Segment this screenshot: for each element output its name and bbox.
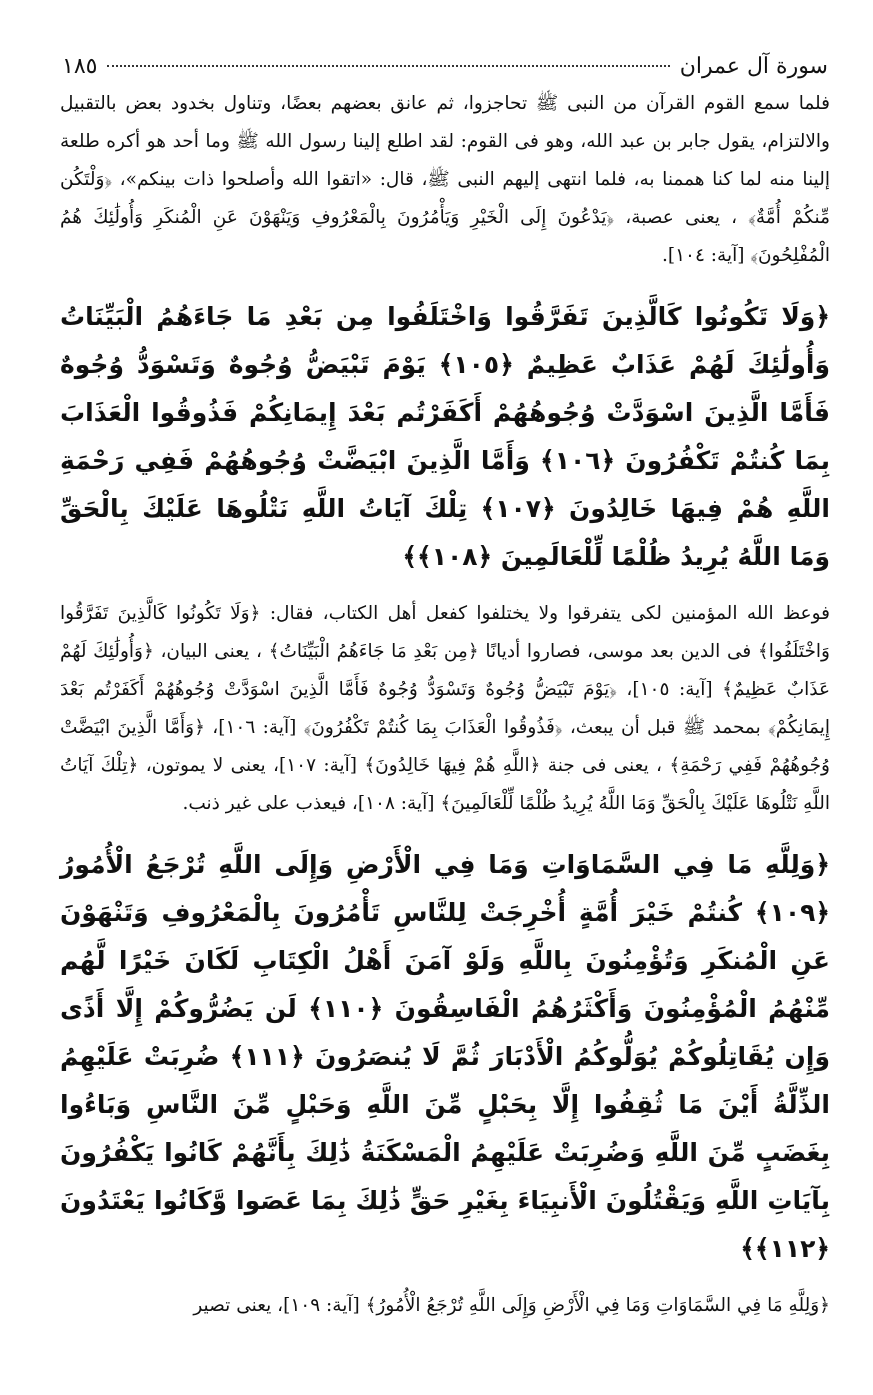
quran-verses-block: ﴿وَلِلَّهِ مَا فِي السَّمَاوَاتِ وَمَا فِي الْأَرْضِ وَإِلَى اللَّهِ تُرْجَعُ الْأُمُورُ ﴿١٠٩﴾ كُنتُمْ خَيْرَ أُمَّةٍ أُخْرِجَتْ لِلنَّاسِ تَأْمُرُونَ بِالْمَعْرُوفِ وَتَنْهَوْنَ عَنِ الْمُنكَرِ وَتُؤْمِنُونَ بِاللَّهِ وَلَوْ آمَنَ أَهْلُ الْكِتَابِ لَكَانَ خَيْرًا لَّهُم مِّنْهُمُ الْمُؤْمِنُونَ وَأَكْثَرُهُمُ الْفَاسِقُونَ ﴿١١٠﴾ لَن يَضُرُّوكُمْ إِلَّا أَذًى وَإِن يُقَاتِلُوكُمْ يُوَلُّوكُمُ الْأَدْبَارَ ثُمَّ لَا يُنصَرُونَ ﴿١١١﴾ ضُرِبَتْ عَلَيْهِمُ الذِّلَّةُ أَيْنَ مَا ثُقِفُوا إِلَّا بِحَبْلٍ مِّنَ اللَّهِ وَحَبْلٍ مِّنَ النَّاسِ وَبَاءُوا بِغَضَبٍ مِّنَ اللَّهِ وَضُرِبَتْ عَلَيْهِمُ الْمَسْكَنَةُ ذَٰلِكَ بِأَنَّهُمْ كَانُوا يَكْفُرُونَ بِآيَاتِ اللَّهِ وَيَقْتُلُونَ الْأَنبِيَاءَ بِغَيْرِ حَقٍّ ذَٰلِكَ بِمَا عَصَوا وَّكَانُوا يَعْتَدُونَ ﴿١١٢﴾﴾: [60, 850, 831, 1263]
surah-title: سورة آل عمران: [679, 54, 828, 79]
running-header: [60, 48, 830, 85]
page-number: ١٨٥: [62, 54, 98, 79]
leader-dots: [107, 65, 669, 67]
commentary-paragraph: فلما سمع القوم القرآن من النبى ﷺ تحاجزوا، ثم عانق بعضهم بعضًا، وتناول بخدود بعض بالتقبيل والالتزام، يقول جابر بن عبد الله، وهو فى القوم: لقد اطلع إلينا رسول الله ﷺ وما أحد هو أكره طلعة إلينا منه لما كنا هممنا به، فلما انتهى إليهم النبى ﷺ، قال: «اتقوا الله وأصلحوا ذات بينكم»، ﴿وَلْتَكُن مِّنكُمْ أُمَّةٌ﴾ ، يعنى عصبة، ﴿يَدْعُونَ إِلَى الْخَيْرِ وَيَأْمُرُونَ بِالْمَعْرُوفِ وَيَنْهَوْنَ عَنِ الْمُنكَرِ وَأُولَٰئِكَ هُمُ الْمُفْلِحُونَ﴾ [آية: ١٠٤].: [60, 93, 830, 266]
quran-verses-block: ﴿وَلَا تَكُونُوا كَالَّذِينَ تَفَرَّقُوا وَاخْتَلَفُوا مِن بَعْدِ مَا جَاءَهُمُ الْبَيِّنَاتُ وَأُولَٰئِكَ لَهُمْ عَذَابٌ عَظِيمٌ ﴿١٠٥﴾ يَوْمَ تَبْيَضُّ وُجُوهٌ وَتَسْوَدُّ وُجُوهٌ فَأَمَّا الَّذِينَ اسْوَدَّتْ وُجُوهُهُمْ أَكَفَرْتُم بَعْدَ إِيمَانِكُمْ فَذُوقُوا الْعَذَابَ بِمَا كُنتُمْ تَكْفُرُونَ ﴿١٠٦﴾ وَأَمَّا الَّذِينَ ابْيَضَّتْ وُجُوهُهُمْ فَفِي رَحْمَةِ اللَّهِ هُمْ فِيهَا خَالِدُونَ ﴿١٠٧﴾ تِلْكَ آيَاتُ اللَّهِ نَتْلُوهَا عَلَيْكَ بِالْحَقِّ وَمَا اللَّهُ يُرِيدُ ظُلْمًا لِّلْعَالَمِينَ ﴿١٠٨﴾﴾: [60, 302, 830, 571]
commentary-paragraph: ﴿وَلِلَّهِ مَا فِي السَّمَاوَاتِ وَمَا فِي الْأَرْضِ وَإِلَى اللَّهِ تُرْجَعُ الْأُمُورُ﴾ [آية: ١٠٩]، يعنى تصير: [193, 1295, 830, 1316]
commentary-paragraph: فوعظ الله المؤمنين لكى يتفرقوا ولا يختلفوا كفعل أهل الكتاب، فقال: ﴿وَلَا تَكُونُوا كَالَّذِينَ تَفَرَّقُوا وَاخْتَلَفُوا﴾ فى الدين بعد موسى، فصاروا أديانًا ﴿مِن بَعْدِ مَا جَاءَهُمُ الْبَيِّنَاتُ﴾ ، يعنى البيان، ﴿وَأُولَٰئِكَ لَهُمْ عَذَابٌ عَظِيمٌ﴾ [آية: ١٠٥]، ﴿يَوْمَ تَبْيَضُّ وُجُوهٌ وَتَسْوَدُّ وُجُوهٌ فَأَمَّا الَّذِينَ اسْوَدَّتْ وُجُوهُهُمْ أَكَفَرْتُم بَعْدَ إِيمَانِكُمْ﴾ بمحمد ﷺ قبل أن يبعث، ﴿فَذُوقُوا الْعَذَابَ بِمَا كُنتُمْ تَكْفُرُونَ﴾ [آية: ١٠٦]، ﴿وَأَمَّا الَّذِينَ ابْيَضَّتْ وُجُوهُهُمْ فَفِي رَحْمَةِ﴾ ، يعنى فى جنة ﴿اللَّهِ هُمْ فِيهَا خَالِدُونَ﴾ [آية: ١٠٧]، يعنى لا يموتون، ﴿تِلْكَ آيَاتُ اللَّهِ نَتْلُوهَا عَلَيْكَ بِالْحَقِّ وَمَا اللَّهُ يُرِيدُ ظُلْمًا لِّلْعَالَمِينَ﴾ [آية: ١٠٨]، فيعذب على غير ذنب.: [60, 603, 830, 814]
book-page: [60, 48, 830, 1368]
